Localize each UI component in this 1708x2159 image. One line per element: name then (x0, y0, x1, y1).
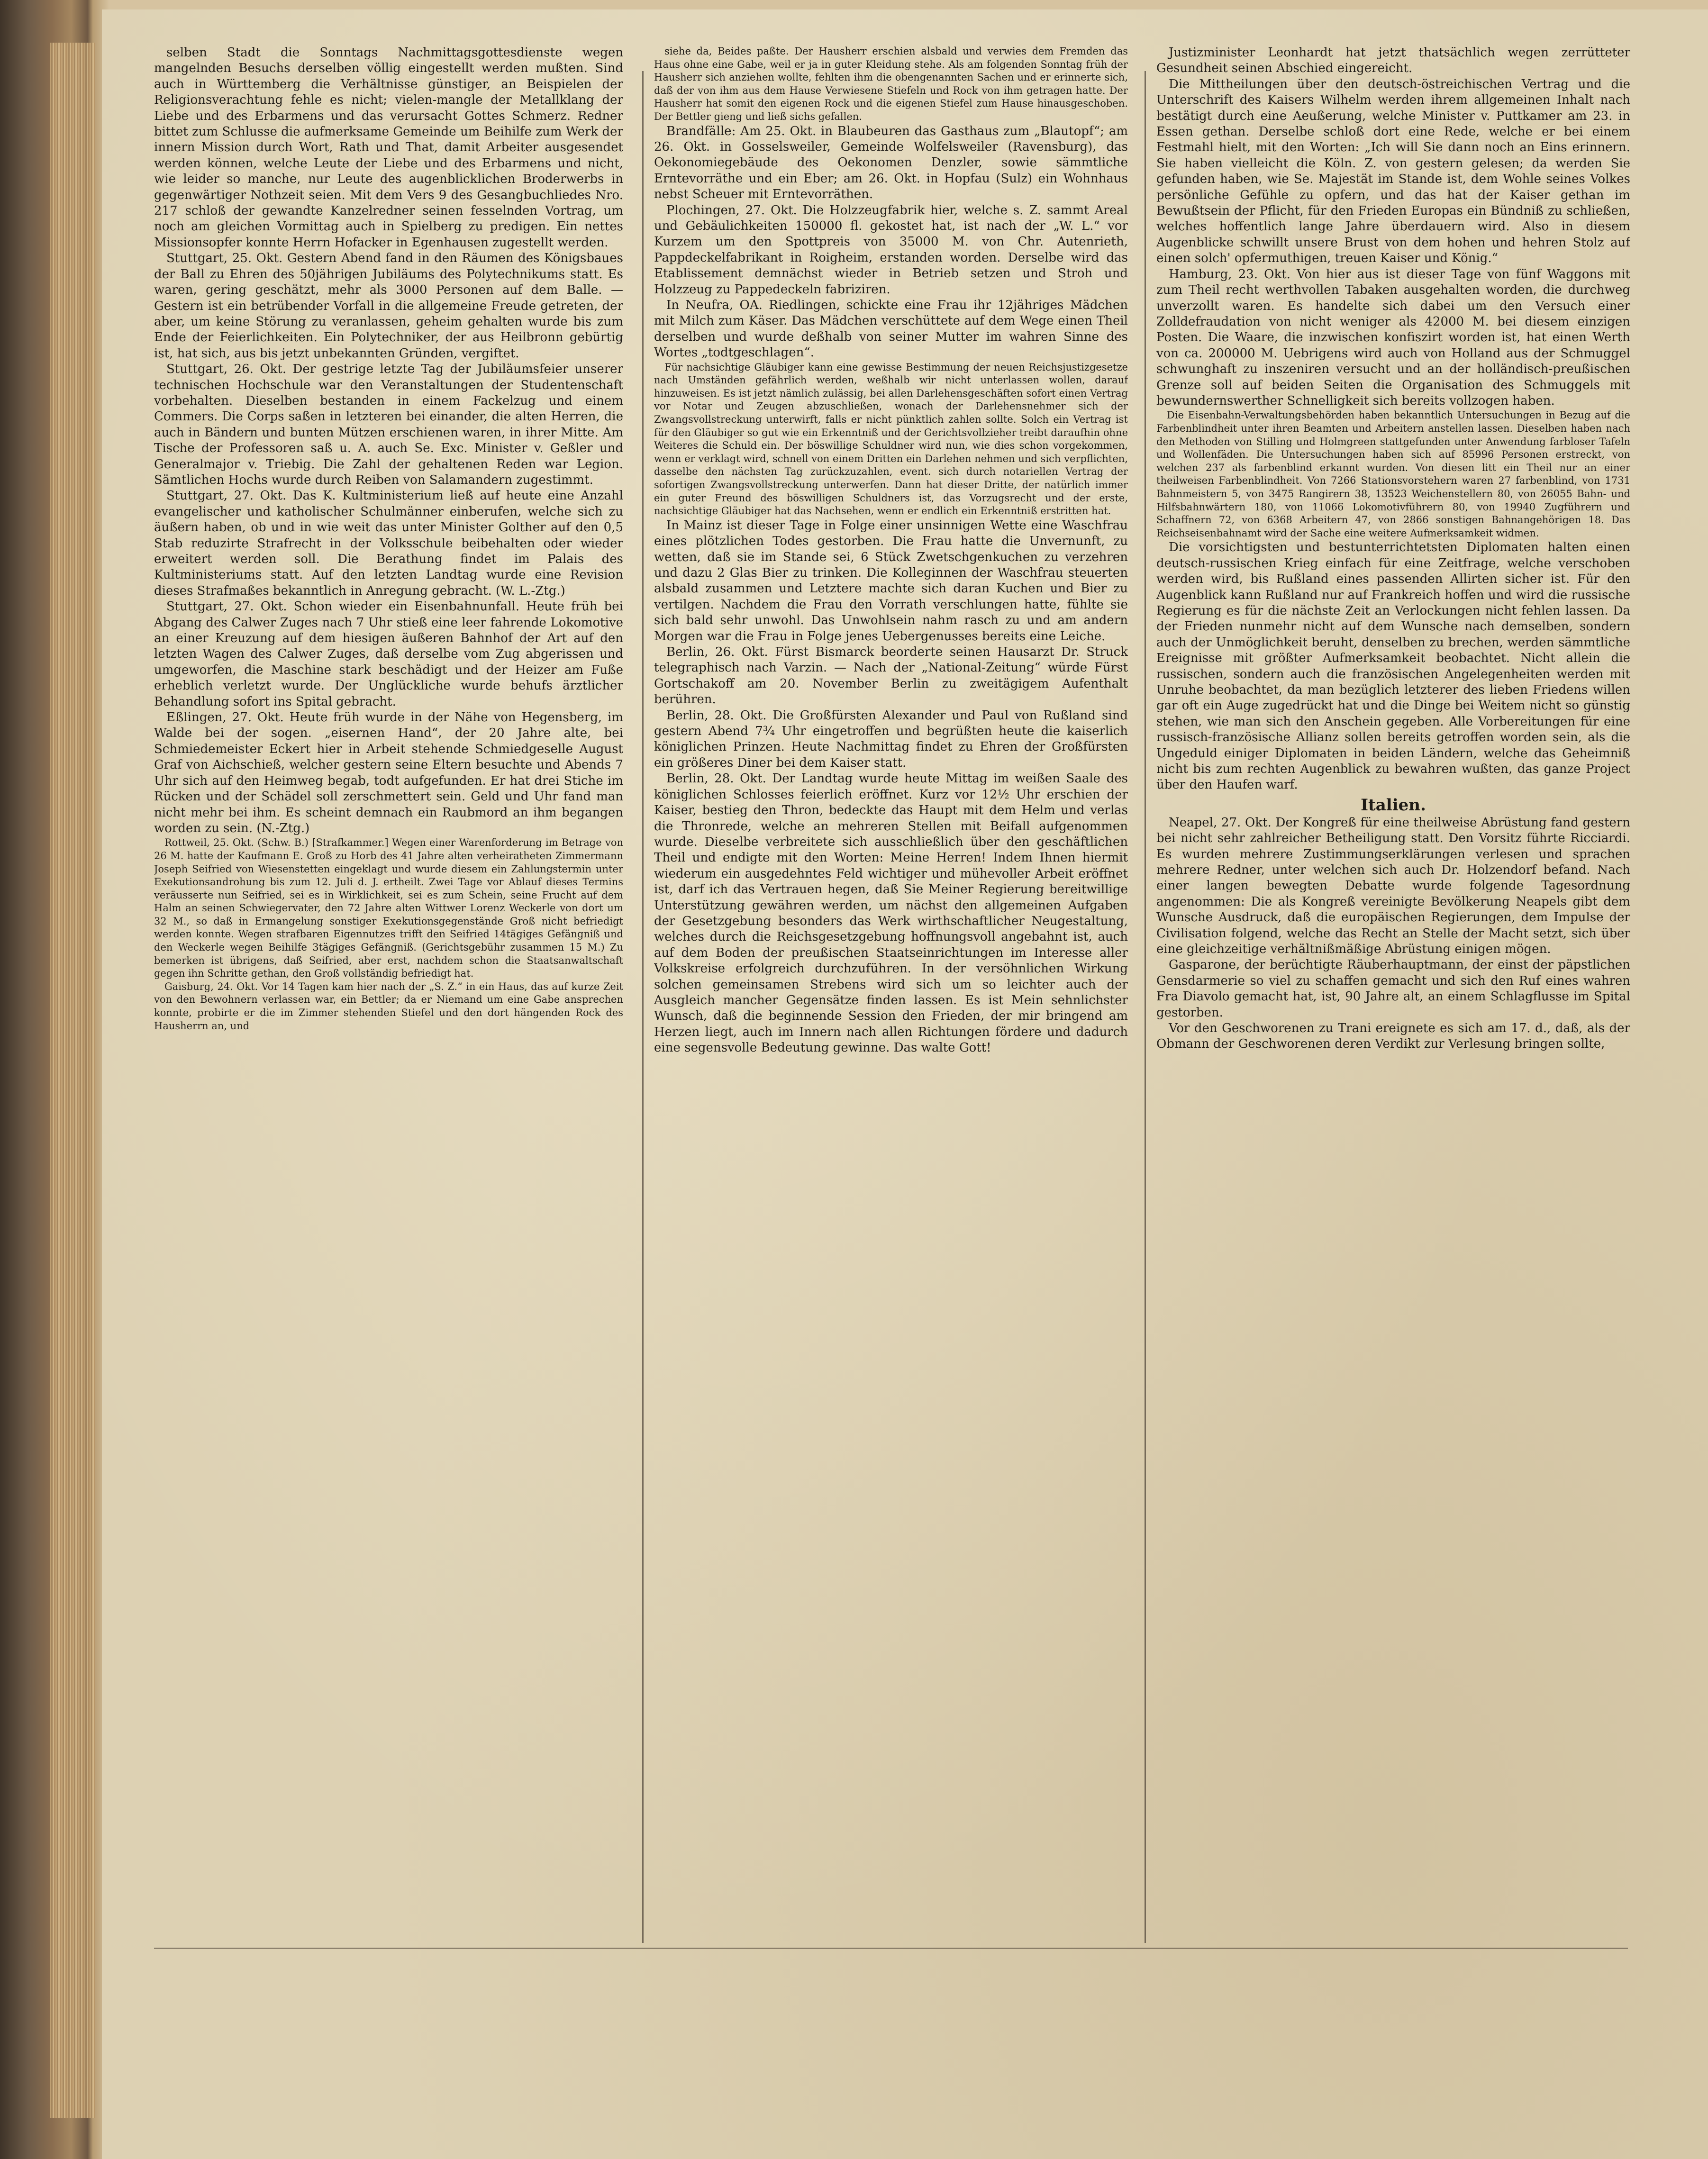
book-spine (50, 43, 95, 2118)
article-paragraph: Stuttgart, 27. Okt. Schon wieder ein Eisenbahnunfall. Heute früh bei Abgang des Calwer Zuges nach 7 Uhr stieß eine leer fahrende Lokomotive an einer Kreuzung auf dem hiesigen äußeren Bahnhof der Art auf den letzten Wagen des Calwer Zuges, daß derselbe vom Zug abgerissen und umgeworfen, die Maschine stark beschädigt und der Heizer am Fuße erheblich verletzt wurde. Der Unglückliche wurde behufs ärztlicher Behandlung sofort ins Spital gebracht. (154, 599, 623, 709)
article-paragraph: Justizminister Leonhardt hat jetzt thatsächlich wegen zerrütteter Gesundheit seinen Abschied eingereicht. (1156, 45, 1630, 76)
article-paragraph: Hamburg, 23. Okt. Von hier aus ist dieser Tage von fünf Waggons mit zum Theil recht werthvollen Tabaken ausgehalten worden, die durchweg unverzollt waren. Es handelte sich dabei um den Versuch einer Zolldefraudation von nicht weniger als 42000 M. bei diesem einzigen Posten. Die Waare, die inzwischen konfiszirt worden ist, hat einen Werth von ca. 200000 M. Uebrigens wird auch von Holland aus der Schmuggel schwunghaft zu inszeniren versucht und an der holländisch-preußischen Grenze soll auf beiden Seiten die Organisation des Schmuggels mit bewundernswerther Schnelligkeit sich bereits vollzogen haben. (1156, 267, 1630, 408)
article-paragraph: Stuttgart, 27. Okt. Das K. Kultministerium ließ auf heute eine Anzahl evangelischer und katholischer Schulmänner einberufen, welche sich zu äußern haben, ob und in wie weit das unter Minister Golther auf den 0,5 Stab reduzirte Strafrecht in der Volksschule beibehalten oder wieder erweitert werden soll. Die Berathung findet im Palais des Kultministeriums statt. Auf den letzten Landtag wurde eine Revision dieses Strafmaßes bekanntlich in Anregung gebracht. (W. L.-Ztg.) (154, 489, 623, 598)
article-paragraph-small: Für nachsichtige Gläubiger kann eine gewisse Bestimmung der neuen Reichsjustizgesetze nach Umständen gefährlich werden, weßhalb wir nicht unterlassen wollen, darauf hinzuweisen. Es ist jetzt nämlich zulässig, bei allen Darlehensgeschäften sofort einen Vertrag vor Notar und Zeugen abzuschließen, wonach der Darlehensnehmer sich der Zwangsvollstreckung unterwirft, falls er nicht pünktlich zahlen sollte. Solch ein Vertrag ist für den Gläubiger so gut wie ein Erkenntniß und der Gerichtsvollzieher treibt daraufhin ohne Weiteres die Schuld ein. Der böswillige Schuldner wird nun, wie dies schon vorgekommen, wenn er verklagt wird, schnell von einem Dritten ein Darlehen nehmen und sich verpflichten, dasselbe den nächsten Tag zurückzuzahlen, event. sich durch notariellen Vertrag der sofortigen Zwangsvollstreckung unterwerfen. Dann hat dieser Dritte, der natürlich immer ein guter Freund des böswilligen Schuldners ist, das Vorzugsrecht und der erste, nachsichtige Gläubiger hat das Nachsehen, wenn er endlich ein Erkenntniß erstritten hat. (654, 361, 1128, 517)
article-paragraph: Vor den Geschworenen zu Trani ereignete es sich am 17. d., daß, als der Obmann der Geschworenen deren Verdikt zur Verlesung bringen sollte, (1156, 1021, 1630, 1052)
article-paragraph: Berlin, 28. Okt. Die Großfürsten Alexander und Paul von Rußland sind gestern Abend 7¾ Uhr eingetroffen und begrüßten heute die kaiserlich königlichen Prinzen. Heute Nachmittag findet zu Ehren der Großfürsten ein größeres Diner bei dem Kaiser statt. (654, 708, 1128, 770)
column-divider (1145, 71, 1146, 1943)
article-paragraph: Die Mittheilungen über den deutsch-östreichischen Vertrag und die Unterschrift des Kaisers Wilhelm werden ihrem allgemeinen Inhalt nach bestätigt durch eine Aeußerung, welche Minister v. Puttkamer am 23. in Essen gethan. Derselbe schloß dort eine Rede, welche er bei einem Festmahl hielt, mit den Worten: „Ich will Sie dann noch an Eins erinnern. Sie haben vielleicht die Köln. Z. von gestern gelesen; da werden Sie gefunden haben, wie Se. Majestät im Stande ist, dem Wohle seines Volkes persönliche Gefühle zu opfern, und das hat der Kaiser gethan im Bewußtsein der Pflicht, für den Frieden Europas ein Bündniß zu schließen, welches hoffentlich lange Jahre überdauern wird. Also in diesem Augenblicke schwillt unsere Brust von dem hohen und hehren Stolz auf einen solch' opfermuthigen, treuen Kaiser und König.“ (1156, 77, 1630, 266)
article-paragraph-small: Die Eisenbahn-Verwaltungsbehörden haben bekanntlich Untersuchungen in Bezug auf die Farbenblindheit unter ihren Beamten und Arbeitern anstellen lassen. Dieselben haben nach den Methoden von Stilling und Holmgreen stattgefunden unter Anwendung farbloser Tafeln und Wollenfäden. Die Untersuchungen haben sich auf 85996 Personen erstreckt, von welchen 237 als farbenblind erkannt wurden. Von diesen litt ein Theil nur an einer theilweisen Farbenblindheit. Von 7266 Stationsvorstehern waren 27 farbenblind, von 1731 Bahnmeistern 5, von 3475 Rangirern 38, 13523 Weichenstellern 80, von 26055 Bahn- und Hilfsbahnwärtern 180, von 11066 Lokomotivführern 80, von 19940 Zugführern und Schaffnern 72, von 6368 Arbeitern 47, von 2866 sonstigen Bahnangehörigen 18. Das Reichseisenbahnamt wird der Sache eine weitere Aufmerksamkeit widmen. (1156, 409, 1630, 539)
article-paragraph-small: Gaisburg, 24. Okt. Vor 14 Tagen kam hier nach der „S. Z.“ in ein Haus, das auf kurze Zeit von den Bewohnern verlassen war, ein Bettler; da er Niemand um eine Gabe ansprechen konnte, probirte er die im Zimmer stehenden Stiefel und den dort hängenden Rock des Hausherrn an, und (154, 980, 623, 1032)
text-column-left (154, 45, 623, 2083)
article-paragraph: Plochingen, 27. Okt. Die Holzzeugfabrik hier, welche s. Z. sammt Areal und Gebäulichkeiten 150000 fl. gekostet hat, ist nach der „W. L.“ vor Kurzem um den Spottpreis von 35000 M. von Chr. Autenrieth, Pappdeckelfabrikant in Roigheim, erstanden worden. Derselbe wird das Etablissement demnächst wieder in Betrieb setzen und Stroh und Holzzeug zu Pappedeckeln fabriziren. (654, 203, 1128, 297)
article-paragraph: Eßlingen, 27. Okt. Heute früh wurde in der Nähe von Hegensberg, im Walde bei der sogen. „eisernen Hand“, der 20 Jahre alte, bei Schmiedemeister Eckert hier in Arbeit stehende Schmiedgeselle August Graf von Aichschieß, welcher gestern seine Eltern besuchte und Abends 7 Uhr sich auf den Heimweg begab, todt aufgefunden. Er hat drei Stiche im Rücken und der Schädel soll zerschmettert sein. Geld und Uhr fand man nicht mehr bei ihm. Es scheint demnach ein Raubmord an ihm begangen worden zu sein. (N.-Ztg.) (154, 710, 623, 835)
article-paragraph: Brandfälle: Am 25. Okt. in Blaubeuren das Gasthaus zum „Blautopf“; am 26. Okt. in Gosselsweiler, Gemeinde Wolfelsweiler (Ravensburg), das Oekonomiegebäude des Oekonomen Denzler, sowie sämmtliche Erntevorräthe und ein Eber; am 26. Okt. in Hopfau (Sulz) ein Wohnhaus nebst Scheuer mit Erntevorräthen. (654, 124, 1128, 202)
article-paragraph-small: Rottweil, 25. Okt. (Schw. B.) [Strafkammer.] Wegen einer Warenforderung im Betrage von 26 M. hatte der Kaufmann E. Groß zu Horb des 41 Jahre alten verheiratheten Zimmermann Joseph Seifried von Wiesenstetten eingeklagt und wurde diesem ein Zahlungstermin unter Exekutionsandrohung bis zum 12. Juli d. J. ertheilt. Zwei Tage vor Ablauf dieses Termins veräusserte nun Seifried, sei es in Wirklichkeit, sei es zum Schein, seine Frucht auf dem Halm an seinen Schwiegervater, den 72 Jahre alten Wittwer Lorenz Weckerle von dort um 32 M., so daß in Ermangelung sonstiger Exekutionsgegenstände Groß nicht befriedigt werden konnte. Wegen strafbaren Eigennutzes trifft den Seifried 14tägiges Gefängniß und den Weckerle wegen Beihilfe 3tägiges Gefängniß. (Gerichtsgebühr zusammen 15 M.) Zu bemerken ist übrigens, daß Seifried, aber erst, nachdem schon die Staatsanwaltschaft gegen ihn Schritte gethan, den Groß vollständig befriedigt hat. (154, 837, 623, 980)
article-paragraph: In Neufra, OA. Riedlingen, schickte eine Frau ihr 12jähriges Mädchen mit Milch zum Käser. Das Mädchen verschüttete auf dem Wege einen Theil derselben und wurde deßhalb von seiner Mutter im wahren Sinne des Wortes „todtgeschlagen“. (654, 298, 1128, 360)
article-paragraph: selben Stadt die Sonntags Nachmittagsgottesdienste wegen mangelnden Besuchs derselben völlig eingestellt werden mußten. Sind auch in Württemberg die Verhältnisse günstiger, an Beispielen der Religionsverachtung fehle es nicht; vielen-mangle der Metallklang der Liebe und des Erbarmens und das verursacht Gottes Schmerz. Redner bittet zum Schlusse die aufmerksame Gemeinde um Beihilfe zum Werk der innern Mission durch Wort, Rath und That, damit Arbeiter ausgesendet werden können, welche Leute der Liebe und des Erbarmens und nicht, wie leider so manche, nur Leute des augenblicklichen Broderwerbs in gegenwärtiger Nothzeit seien. Mit dem Vers 9 des Gesangbuchliedes Nro. 217 schloß der gewandte Kanzelredner seinen fesselnden Vortrag, um noch am gleichen Vormittag auch in Spielberg zu predigen. Ein nettes Missionsopfer konnte Herrn Hofacker in Egenhausen zugestellt werden. (154, 45, 623, 250)
article-paragraph: Stuttgart, 25. Okt. Gestern Abend fand in den Räumen des Königsbaues der Ball zu Ehren des 50jährigen Jubiläums des Polytechnikums statt. Es waren, gering geschätzt, mehr als 3000 Personen auf dem Balle. — Gestern ist ein betrübender Vorfall in die allgemeine Freude getreten, der aber, um keine Störung zu veranlassen, geheim gehalten wurde bis zum Ende der Feierlichkeiten. Ein Polytechniker, der aus Heilbronn gebürtig ist, hat sich, aus bis jetzt unbekannten Gründen, vergiftet. (154, 251, 623, 361)
text-column-middle (654, 45, 1128, 2083)
article-paragraph: Berlin, 28. Okt. Der Landtag wurde heute Mittag im weißen Saale des königlichen Schlosses feierlich eröffnet. Kurz vor 12½ Uhr erschien der Kaiser, bestieg den Thron, bedeckte das Haupt mit dem Helm und verlas die Thronrede, welche an mehreren Stellen mit Beifall aufgenommen wurde. Dieselbe verbreitete sich ausschließlich über den geschäftlichen Theil und endigte mit den Worten: Meine Herren! Indem Ihnen hiermit wiederum ein ausgedehntes Feld wichtiger und mühevoller Arbeit eröffnet ist, darf ich das Vertrauen hegen, daß Sie Meiner Regierung bereitwillige Unterstützung gewähren werden, um nächst den allgemeinen Aufgaben der Gesetzgebung besonders das Werk wirthschaftlicher Neugestaltung, welches durch die Reichsgesetzgebung hoffnungsvoll angebahnt ist, auch auf dem Boden der preußischen Staatseinrichtungen im Interesse aller Volkskreise erfolgreich durchzuführen. In der versöhnlichen Wirkung solchen gemeinsamen Strebens wird sich um so leichter auch der Ausgleich mancher Gegensätze finden lassen. Es ist Mein sehnlichster Wunsch, daß die beginnende Session den Frieden, der mir bringend am Herzen liegt, auch im Innern nach allen Richtungen fördere und dadurch eine segensvolle Bedeutung gewinne. Das walte Gott! (654, 771, 1128, 1055)
text-column-right (1156, 45, 1630, 2083)
column-divider (642, 71, 644, 1943)
section-heading-italien: Italien. (1361, 795, 1426, 815)
article-paragraph: Die vorsichtigsten und bestunterrichtetsten Diplomaten halten einen deutsch-russischen Krieg einfach für eine Zeitfrage, welche verschoben werden wird, bis Rußland eines passenden Allirten sicher ist. Für den Augenblick kann Rußland nur auf Frankreich hoffen und wird die russische Regierung es für die nächste Zeit an Verlockungen nicht fehlen lassen. Da der Frieden nunmehr nicht auf dem Wunsche nach demselben, sondern auch der Unmöglichkeit beruht, denselben zu brechen, werden sämmtliche Ereignisse mit größter Aufmerksamkeit beobachtet. Nicht allein die russischen, sondern auch die französischen Angelegenheiten werden mit Unruhe beobachtet, da man bezüglich letzterer des lieben Friedens willen gar oft ein Auge zugedrückt hat und die Dinge bei Weitem nicht so günstig stehen, wie man sich den Anschein gegeben. Alle Vorbereitungen für eine russisch-französische Allianz sollen bereits getroffen worden sein, als die Ungeduld einiger Diplomaten in beiden Ländern, welche das Geheimniß nicht bis zum rechten Augenblick zu bewahren wußten, das ganze Project über den Haufen warf. (1156, 540, 1630, 792)
article-paragraph: Gasparone, der berüchtigte Räuberhauptmann, der einst der päpstlichen Gensdarmerie so viel zu schaffen gemacht und sich den Ruf eines wahren Fra Diavolo gemacht hat, ist, 90 Jahre alt, an einem Schlagflusse im Spital gestorben. (1156, 958, 1630, 1020)
article-paragraph-small: siehe da, Beides paßte. Der Hausherr erschien alsbald und verwies dem Fremden das Haus ohne eine Gabe, weil er ja in guter Kleidung stehe. Als am folgenden Sonntag früh der Hausherr sich anziehen wollte, fehlten ihm die obengenannten Sachen und er erinnerte sich, daß der von ihm aus dem Hause Verwiesene Stiefeln und Rock von ihm getragen hatte. Der Hausherr hat somit den eigenen Rock und die eigenen Stiefel zum Hause hinausgeschoben. Der Bettler gieng und ließ sichs gefallen. (654, 45, 1128, 122)
article-paragraph: Berlin, 26. Okt. Fürst Bismarck beorderte seinen Hausarzt Dr. Struck telegraphisch nach Varzin. — Nach der „National-Zeitung“ würde Fürst Gortschakoff am 20. November Berlin zu zweitägigem Aufenthalt berühren. (654, 645, 1128, 707)
article-paragraph: Neapel, 27. Okt. Der Kongreß für eine theilweise Abrüstung fand gestern bei nicht sehr zahlreicher Betheiligung statt. Den Vorsitz führte Ricciardi. Es wurden mehrere Zustimmungserklärungen verlesen und sprachen mehrere Redner, unter welchen sich auch Dr. Holzendorf befand. Nach einer langen bewegten Debatte wurde folgende Tagesordnung angenommen: Die als Kongreß vereinigte Bevölkerung Neapels gibt dem Wunsche Ausdruck, daß die europäischen Regierungen, dem Impulse der Civilisation folgend, welche das Recht an Stelle der Macht setzt, sich über eine gleichzeitige verhältnißmäßige Abrüstung einigen mögen. (1156, 815, 1630, 957)
article-paragraph: In Mainz ist dieser Tage in Folge einer unsinnigen Wette eine Waschfrau eines plötzlichen Todes gestorben. Die Frau hatte die Unvernunft, zu wetten, daß sie im Stande sei, 6 Stück Zwetschgenkuchen zu verzehren und dazu 2 Glas Bier zu trinken. Die Kolleginnen der Waschfrau steuerten alsbald zusammen und Letztere machte sich daran Kuchen und Bier zu vertilgen. Nachdem die Frau den Vorrath verschlungen hatte, fühlte sie sich bald sehr unwohl. Das Unwohlsein nahm rasch zu und am andern Morgen war die Frau in Folge jenes Uebergenusses bereits eine Leiche. (654, 518, 1128, 644)
article-paragraph: Stuttgart, 26. Okt. Der gestrige letzte Tag der Jubiläumsfeier unserer technischen Hochschule war den Veranstaltungen der Studentenschaft vorbehalten. Dieselben bestanden in einem Fackelzug und einem Commers. Die Corps saßen in letzteren bei einander, die alten Herren, die auch in Bändern und bunten Mützen erschienen waren, in ihrer Mitte. Am Tische der Professoren saß u. A. auch Se. Exc. Minister v. Geßler und Generalmajor v. Triebig. Die Zahl der gehaltenen Reden war Legion. Sämtlichen Hochs wurde durch Reiben von Salamandern zugestimmt. (154, 362, 623, 487)
